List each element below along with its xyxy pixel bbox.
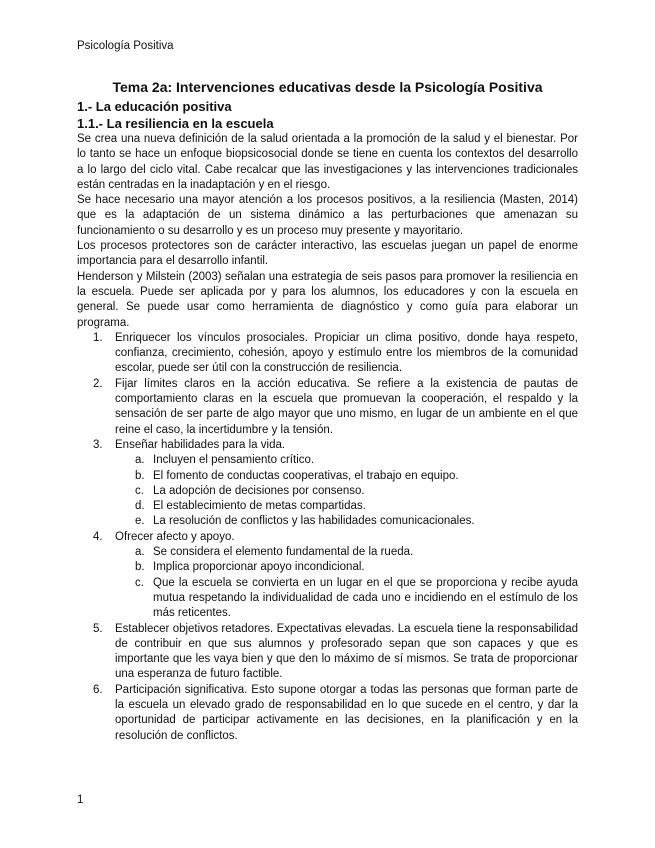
sub-list-item-text: Se considera el elemento fundamental de la rueda. [153, 546, 414, 559]
list-item-number: 3. [93, 438, 103, 451]
sub-list-item-text: Que la escuela se convierta en un lugar en el que se proporciona y recibe ayuda mutua respetando la individualidad de cada uno e incidiendo en el estímulo de los más reticentes. [153, 576, 578, 620]
steps-list [77, 331, 578, 744]
document-body [77, 78, 578, 744]
page-header: Psicología Positiva [77, 40, 174, 52]
sub-list-item [115, 576, 578, 622]
paragraph: Henderson y Milstein (2003) señalan una estrategia de seis pasos para promover la resiliencia en la escuela. Puede ser aplicada por y para los alumnos, los educadores y con la escuela en general. Se puede usar como herramienta de diagnóstico y como guía para elaborar un programa. [77, 270, 578, 329]
list-item-number: 1. [93, 331, 103, 344]
list-item [77, 683, 578, 744]
sub-list-item-text: El fomento de conductas cooperativas, el trabajo en equipo. [153, 469, 459, 482]
list-item-text: Ofrecer afecto y apoyo. [115, 530, 235, 543]
sub-list-item [115, 469, 578, 484]
sub-list [115, 453, 578, 529]
list-item [77, 331, 578, 377]
sub-list-item-letter: d. [135, 500, 145, 513]
list-item-number: 6. [93, 683, 103, 696]
sub-list-item-text: Incluyen el pensamiento crítico. [153, 454, 315, 467]
list-item-text: Enriquecer los vínculos prosociales. Propiciar un clima positivo, donde haya respeto, confianza, crecimiento, cohesión, apoyo y estímulo entre los miembros de la comunidad escolar, puede ser útil con la construcción de resiliencia. [115, 331, 578, 375]
sub-list-item [115, 499, 578, 514]
list-item-number: 4. [93, 530, 103, 543]
list-item [77, 438, 578, 530]
list-item-text: Enseñar habilidades para la vida. [115, 438, 286, 451]
document-title: Tema 2a: Intervenciones educativas desde la Psicología Positiva [112, 79, 543, 95]
list-item-text: Participación significativa. Esto supone otorgar a todas las personas que forman parte de la escuela un elevado grado de responsabilidad en lo que sucede en el centro, y dar la oportunidad de participar activamente en las decisiones, en la planificación y en la resolución de conflictos. [115, 683, 578, 742]
sub-list-item-text: La adopción de decisiones por consenso. [153, 484, 365, 497]
sub-list-item [115, 484, 578, 499]
sub-list-item-letter: a. [135, 546, 145, 559]
sub-list-item-text: La resolución de conflictos y las habilidades comunicacionales. [153, 515, 475, 528]
sub-list-item [115, 453, 578, 468]
paragraph: Se crea una nueva definición de la salud orientada a la promoción de la salud y el bienestar. Por lo tanto se hace un enfoque biopsicosocial donde se tiene en cuenta los contextos del desarrollo a lo largo del ciclo vital. Cabe recalcar que las investigaciones y las intervenciones tradicionales están centradas en la inadaptación y en el riesgo. [77, 133, 578, 191]
sub-list-item-letter: b. [135, 561, 145, 574]
list-item-text: Fijar límites claros en la acción educativa. Se refiere a la existencia de pautas de comportamiento claras en la escuela que promuevan la cooperación, el respaldo y la sensación de ser parte de algo mayor que uno mismo, en lugar de un ambiente en el que reine el caso, la incertidumbre y la tensión. [115, 377, 578, 436]
sub-list-item-letter: c. [135, 576, 144, 589]
sub-list-item-letter: c. [135, 484, 144, 497]
paragraph: Se hace necesario una mayor atención a los procesos positivos, a la resiliencia (Masten, 2014) que es la adaptación de un sistema dinámico a las perturbaciones que amenazan su funcionamiento o su desarrollo y es un proceso muy presente y mayoritario. [77, 194, 578, 237]
sub-list-item-letter: a. [135, 454, 145, 467]
list-item-number: 5. [93, 622, 103, 635]
subsection-heading: 1.1.- La resiliencia en la escuela [77, 116, 274, 131]
paragraph: Los procesos protectores son de carácter interactivo, las escuelas juegan un papel de enorme importancia para el desarrollo infantil. [77, 240, 578, 268]
list-item-number: 2. [93, 377, 103, 390]
list-item [77, 622, 578, 683]
page-number: 1 [77, 794, 84, 806]
list-item-text: Establecer objetivos retadores. Expectativas elevadas. La escuela tiene la responsabilidad de contribuir en que sus alumnos y profesorado sepan que son capaces y que es importante que les vaya bien y que den lo máximo de sí mismos. Se trata de proporcionar una esperanza de futuro factible. [115, 622, 578, 681]
sub-list-item-text: Implica proporcionar apoyo incondicional. [153, 561, 365, 574]
sub-list-item-letter: e. [135, 515, 145, 528]
sub-list-item [115, 545, 578, 560]
sub-list-item-text: El establecimiento de metas compartidas. [153, 500, 366, 513]
sub-list-item [115, 560, 578, 575]
sub-list-item-letter: b. [135, 469, 145, 482]
sub-list-item [115, 514, 578, 529]
list-item [77, 377, 578, 438]
list-item [77, 530, 578, 622]
sub-list [115, 545, 578, 621]
section-heading: 1.- La educación positiva [77, 99, 232, 114]
